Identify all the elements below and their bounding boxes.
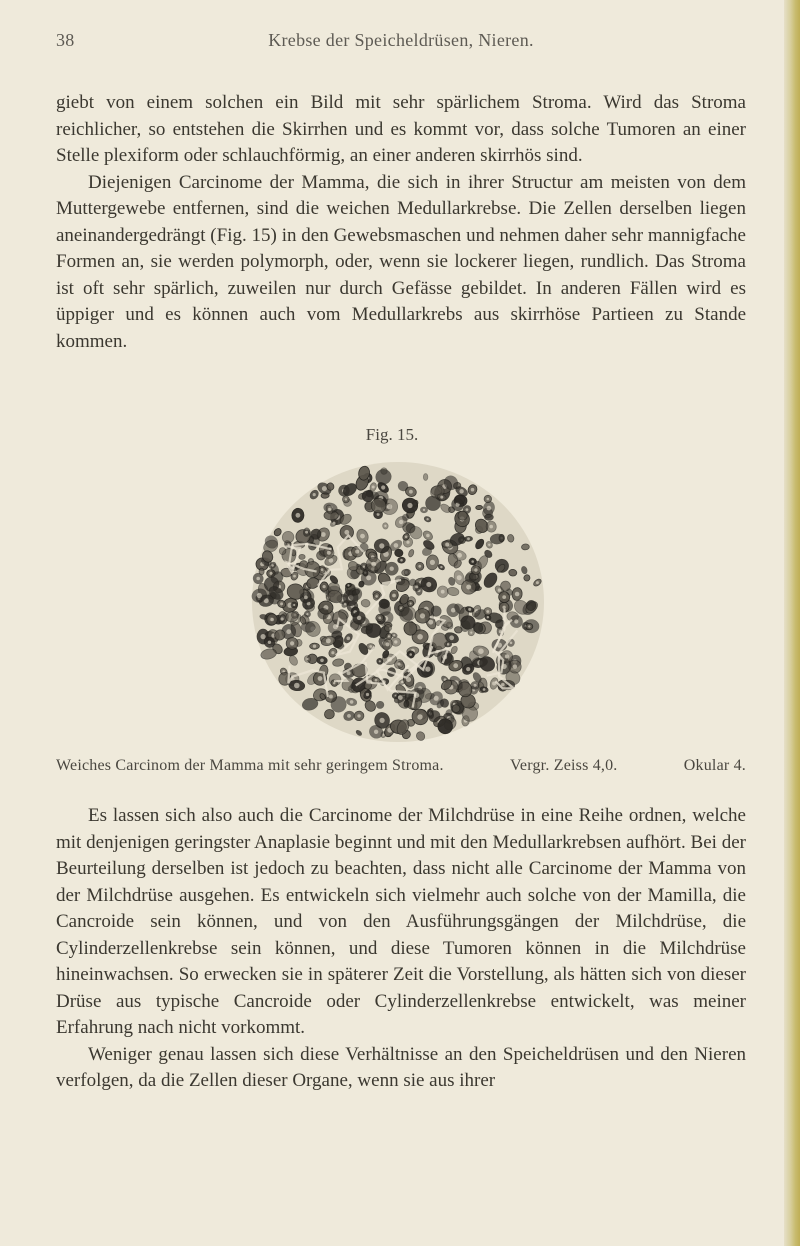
running-title: Krebse der Speicheldrüsen, Nieren. <box>268 30 534 50</box>
histology-figure <box>238 452 558 752</box>
paragraph: Weniger genau lassen sich diese Verhältnisse an den Speicheldrüsen und den Nieren verfolgen, da die Zellen dieser Organe, wenn sie aus ihrer <box>56 1043 746 1091</box>
figure-label: Fig. 15. <box>365 425 419 444</box>
body-text-top <box>56 90 746 355</box>
caption-ocular: Okular 4. <box>683 757 746 774</box>
paragraph: Es lassen sich also auch die Carcinome der Milchdrüse in eine Reihe ordnen, welche mit denjenigen geringster Anaplasie beginnt und mit den Medullarkrebsen aufhört. Bei der Beurteilung derselben ist jedoch zu beachten, dass nicht alle Carcinome der Mamma von der Milchdrüse ausgehen. Es entwickeln sich vielmehr auch solche von der Mamilla, die Cancroide sein können, und von den Ausführungsgängen der Milchdrüse, die Cylinderzellenkrebse sein können, und diese Tumoren können in die Milchdrüse hineinwachsen. So erwecken sie in späterer Zeit die Vorstellung, als hätten sich von dieser Drüse aus typische Cancroide oder Cylinderzellenkrebse entwickelt, was meiner Erfahrung nach nicht vorkommt. <box>56 805 746 1038</box>
page-number: 38 <box>56 30 75 50</box>
carcinoma-illustration <box>238 452 558 752</box>
figure-caption <box>56 757 746 775</box>
paragraph: Diejenigen Carcinome der Mamma, die sich in ihrer Structur am meisten von dem Muttergewebe entfernen, sind die weichen Medullarkrebse. Die Zellen derselben liegen aneinandergedrängt (Fig. 15) in den Gewebsmaschen und nehmen daher sehr mannigfache Formen an, sie werden polymorph, oder, wenn sie lockerer liegen, rundlich. Das Stroma ist oft sehr spärlich, zuweilen nur durch Gefässe gebildet. In anderen Fällen wird es üppiger und es können auch vom Medullarkrebs aus skirrhöse Partieen zu Stande kommen. <box>56 171 746 352</box>
body-text-bottom <box>56 803 746 1095</box>
paragraph: giebt von einem solchen ein Bild mit sehr spärlichem Stroma. Wird das Stroma reichlicher, so entstehen die Skirrhen und es kommt vor, dass solche Tumoren an einer Stelle plexiform oder schlauchförmig, an einer anderen skirrhös sind. <box>56 92 746 166</box>
caption-magnification: Vergr. Zeiss 4,0. <box>509 757 618 774</box>
page-edge <box>784 0 800 1246</box>
caption-text: Weiches Carcinom der Mamma mit sehr geringem Stroma. <box>56 757 444 774</box>
